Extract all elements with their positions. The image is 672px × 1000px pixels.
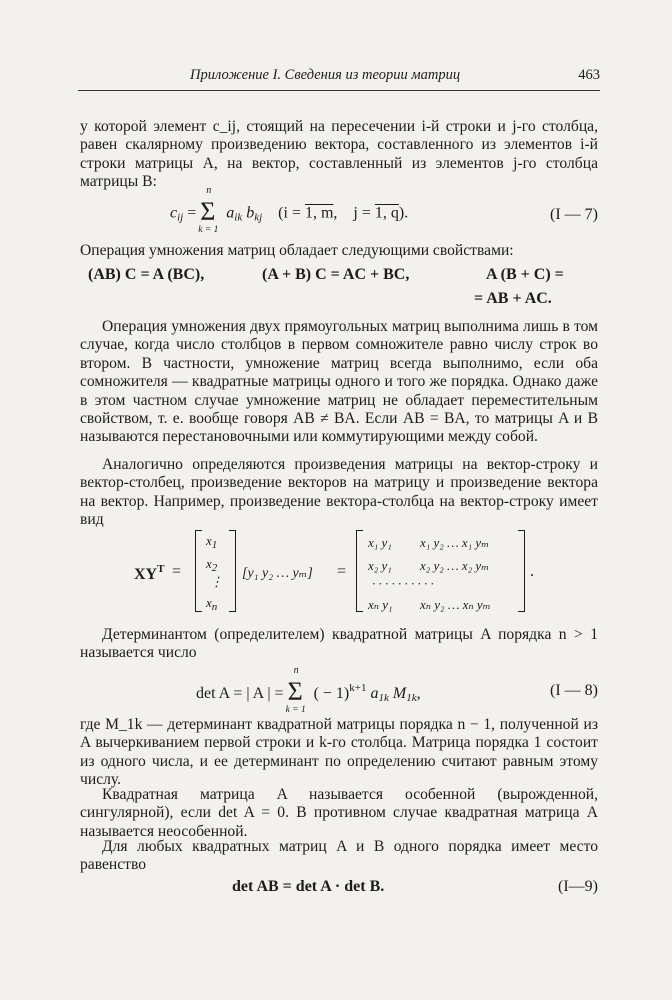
- paragraph-2: Операция умножения матриц обладает следующими свойствами:: [80, 242, 514, 259]
- result-cell: x₂ y₁: [368, 558, 392, 573]
- sum-symbol: Σ n k = 1: [198, 185, 219, 235]
- page-number: 463: [578, 67, 600, 83]
- paragraph-4: Аналогично определяются произведения матрицы на вектор-строку и вектор-столбец, произведение векторов на матрицу и произведение вектора на вектор. Например, произведение вектора-столбца на вектор-строку имеет вид: [80, 456, 598, 529]
- equation-number-i-8: (I — 8): [550, 682, 598, 699]
- equation-i-8: det A = | A | = Σ n k = 1 ( − 1)$^{k+1}$ $a_{1k}$ $M_{1k}$,: [196, 665, 421, 716]
- equation-i-7: $c_{ij}$ = Σ n k = 1 $a_{ik}$ $b_{kj}$ (i = 1, m, j = 1, q).: [170, 185, 409, 235]
- column-entry: $x_2$: [206, 556, 218, 574]
- running-header: [78, 64, 600, 91]
- property-3: A (B + C) =: [486, 266, 564, 283]
- paragraph-3: Операция умножения двух прямоугольных матриц выполнима лишь в том случае, когда число столбцов в первом сомножителе равно числу строк во втором. В частности, умножение матриц всегда выполнимо, если оба сомножителя — квадратные матрицы одного и того же порядка. Однако даже в этом частном случае умножение матриц не обладает переместительным свойством, т. е. вообще говоря AB ≠ BA. Если AB = BA, то матрицы A и B называются перестановочными или коммутирующими между собой.: [80, 318, 598, 446]
- result-cell: xₙ y₂ … xₙ yₘ: [420, 597, 491, 612]
- result-cell: x₁ y₁: [368, 535, 392, 550]
- result-cell: x₂ y₂ … x₂ yₘ: [420, 558, 490, 573]
- paragraph-5: Детерминантом (определителем) квадратной матрицы A порядка n > 1 называется число: [80, 626, 598, 662]
- header-title: Приложение I. Сведения из теории матриц: [190, 67, 461, 83]
- property-2: (A + B) C = AC + BC,: [262, 266, 410, 283]
- equation-number-i-7: (I — 7): [550, 206, 598, 223]
- result-bracket-left: [356, 530, 363, 612]
- paragraph-7: Квадратная матрица A называется особенной (вырожденной, сингулярной), если det A = 0. В противном случае квадратная матрица A называется неособенной.: [80, 786, 598, 840]
- column-entry: $x_1$: [206, 533, 218, 551]
- equals-sign: =: [172, 563, 182, 580]
- equation-number-i-9: (I—9): [558, 878, 598, 895]
- result-cell: xₙ y₁: [368, 597, 393, 612]
- property-1: (AB) C = A (BC),: [88, 266, 205, 283]
- sum-symbol: Σ n k = 1: [285, 665, 306, 716]
- paragraph-1: у которой элемент c_ij, стоящий на пересечении i-й строки и j-го столбца, равен скалярному произведению вектора, составленного из элементов i-й строки матрицы A, на вектор, составленный из элементов j-го столбца матрицы B:: [80, 118, 598, 191]
- row-vector: [y₁ y₂ … yₘ]: [242, 566, 313, 581]
- result-dots: · · · · · · · · · ·: [372, 576, 434, 591]
- result-bracket-right: [518, 530, 525, 612]
- property-3-continued: = AB + AC.: [474, 290, 552, 307]
- paragraph-6: где M_1k — детерминант квадратной матрицы порядка n − 1, полученной из A вычеркиванием первой строки и k-го столбца. Матрица порядка 1 состоит из одного числа, и ее детерминант по определению считают равным этому числу.: [80, 716, 598, 789]
- column-entry: ⋮: [210, 574, 223, 589]
- equals-sign: =: [337, 563, 347, 580]
- matrix-lhs: $XY^T$: [134, 563, 165, 583]
- column-bracket-right: [229, 530, 236, 612]
- result-cell: x₁ y₂ … x₁ yₘ: [420, 535, 490, 550]
- paragraph-8: Для любых квадратных матриц A и B одного порядка имеет место равенство: [80, 838, 598, 874]
- period: .: [530, 563, 534, 580]
- column-entry: $x_n$: [206, 595, 218, 613]
- equation-i-9: det AB = det A · det B.: [232, 878, 385, 895]
- column-bracket-left: [195, 530, 202, 612]
